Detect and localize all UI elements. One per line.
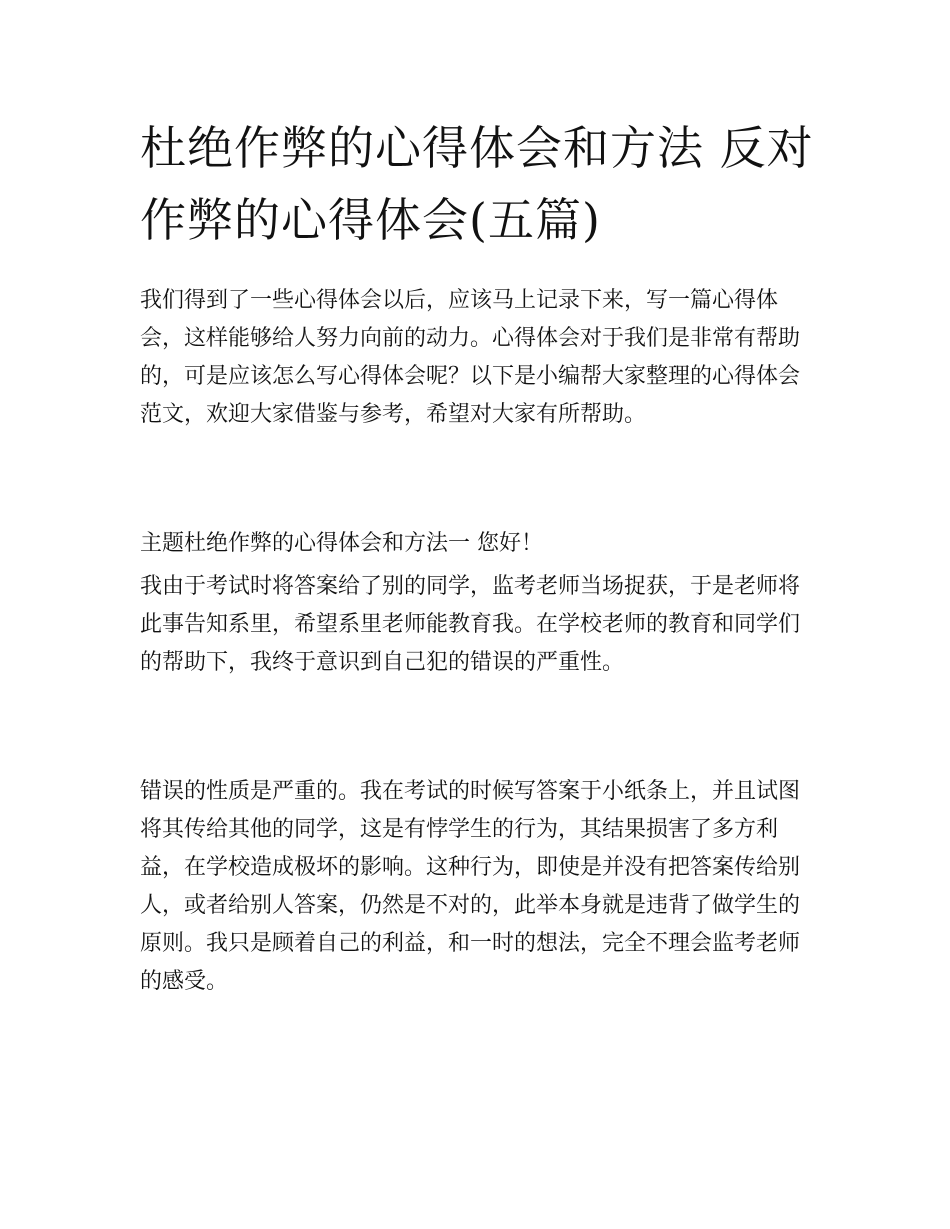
body-paragraph: 我由于考试时将答案给了别的同学，监考老师当场捉获，于是老师将此事告知系里，希望系里老师能教育我。在学校老师的教育和同学们的帮助下，我终于意识到自己犯的错误的严重性。: [140, 574, 801, 675]
document-title: 杜绝作弊的心得体会和方法 反对作弊的心得体会(五篇): [140, 121, 814, 247]
body-paragraph: 错误的性质是严重的。我在考试的时候写答案于小纸条上，并且试图将其传给其他的同学，这是有悖学生的行为，其结果损害了多方利益，在学校造成极坏的影响。这种行为，即使是并没有把答案传给别人，或者给别人答案，仍然是不对的，此举本身就是违背了做学生的原则。我只是顾着自己的利益，和一时的想法，完全不理会监考老师的感受。: [140, 779, 801, 994]
theme-heading-paragraph: 主题杜绝作弊的心得体会和方法一 您好！: [140, 531, 543, 556]
document-body: [140, 282, 815, 1087]
intro-paragraph: 我们得到了一些心得体会以后，应该马上记录下来，写一篇心得体会，这样能够给人努力向前的动力。心得体会对于我们是非常有帮助的，可是应该怎么写心得体会呢？以下是小编帮大家整理的心得体会范文，欢迎大家借鉴与参考，希望对大家有所帮助。: [140, 288, 801, 427]
